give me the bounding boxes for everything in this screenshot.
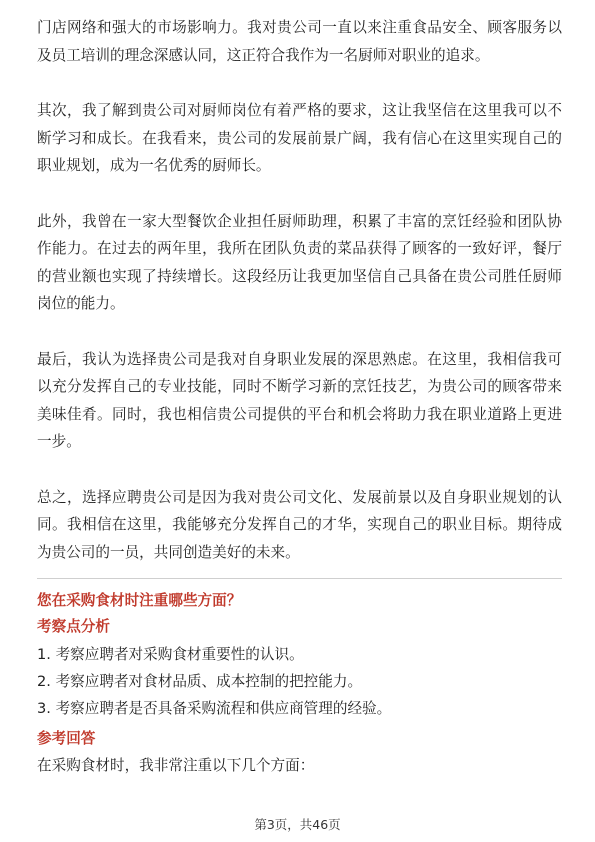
body-paragraph-5: 总之，选择应聘贵公司是因为我对贵公司文化、发展前景以及自身职业规划的认同。我相信在这里，我能够充分发挥自己的才华，实现自己的职业目标。期待成为贵公司的一员，共同创造美好的未来。 (37, 488, 562, 561)
body-paragraph-2: 其次，我了解到贵公司对厨师岗位有着严格的要求，这让我坚信在这里我可以不断学习和成长。在我看来，贵公司的发展前景广阔，我有信心在这里实现自己的职业规划，成为一名优秀的厨师长。 (37, 102, 562, 174)
document-body (37, 14, 562, 779)
body-paragraph-1: 门店网络和强大的市场影响力。我对贵公司一直以来注重食品安全、顾客服务以及员工培训的理念深感认同，这正符合我作为一名厨师对职业的追求。 (37, 19, 562, 64)
analysis-point-2: 2. 考察应聘者对食材品质、成本控制的把控能力。 (37, 673, 363, 690)
analysis-list (37, 641, 562, 722)
analysis-point-3: 3. 考察应聘者是否具备采购流程和供应商管理的经验。 (37, 700, 392, 717)
body-paragraph-4: 最后，我认为选择贵公司是我对自身职业发展的深思熟虑。在这里，我相信我可以充分发挥自己的专业技能，同时不断学习新的烹饪技艺，为贵公司的顾客带来美味佳肴。同时，我也相信贵公司提供的平台和机会将助力我在职业道路上更进一步。 (37, 350, 562, 450)
body-paragraph-3: 此外，我曾在一家大型餐饮企业担任厨师助理，积累了丰富的烹饪经验和团队协作能力。在过去的两年里，我所在团队负责的菜品获得了顾客的一致好评，餐厅的营业额也实现了持续增长。这段经历让我更加坚信自己具备在贵公司胜任厨师岗位的能力。 (37, 212, 562, 312)
section-divider (37, 578, 562, 579)
analysis-heading: 考察点分析 (37, 618, 110, 635)
answer-heading: 参考回答 (37, 730, 96, 747)
interview-question: 您在采购食材时注重哪些方面？ (37, 592, 242, 609)
page-number: 第3页，共46页 (254, 817, 341, 832)
analysis-point-1: 1. 考察应聘者对采购食材重要性的认识。 (37, 646, 304, 663)
answer-intro: 在采购食材时，我非常注重以下几个方面： (37, 757, 315, 774)
